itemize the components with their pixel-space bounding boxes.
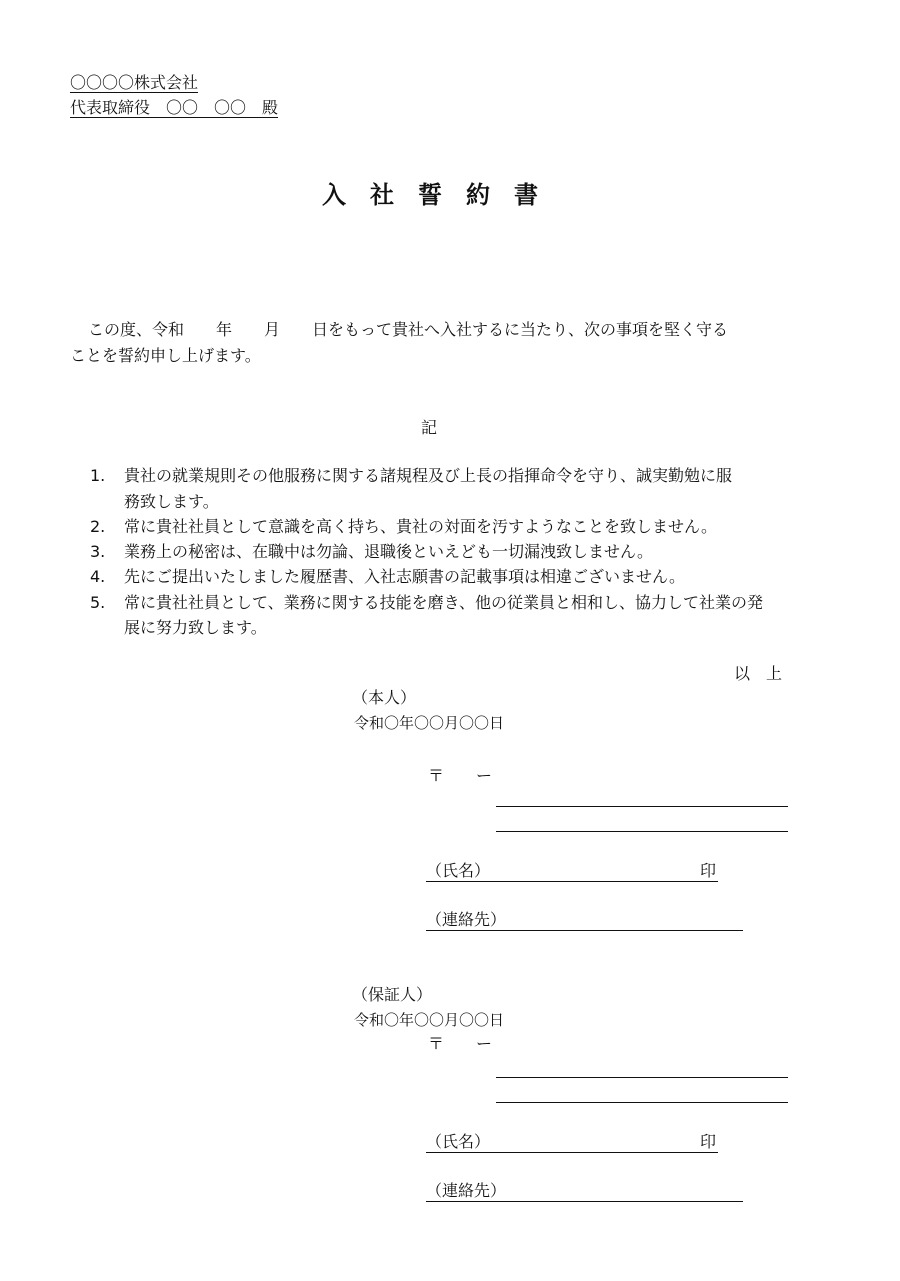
guarantor-heading: （保証人） bbox=[352, 985, 433, 1004]
item-3-line-1: 業務上の秘密は、在職中は勿論、退職後といえども一切漏洩致しません。 bbox=[124, 542, 653, 561]
self-contact-label: （連絡先） bbox=[426, 910, 507, 929]
item-1-line-2: 務致します。 bbox=[124, 492, 219, 511]
guarantor-date: 令和〇年〇〇月〇〇日 bbox=[354, 1011, 505, 1029]
self-heading: （本人） bbox=[352, 688, 417, 707]
self-contact-line bbox=[426, 930, 743, 931]
ki-heading: 記 bbox=[421, 418, 438, 437]
intro-line-1: この度、令和 年 月 日をもって貴社へ入社するに当たり、次の事項を堅く守る bbox=[88, 320, 729, 339]
guarantor-seal: 印 bbox=[700, 1132, 717, 1151]
self-seal: 印 bbox=[700, 861, 717, 880]
item-1-line-1: 貴社の就業規則その他服務に関する諸規程及び上長の指揮命令を守り、誠実勤勉に服 bbox=[124, 466, 733, 485]
self-date: 令和〇年〇〇月〇〇日 bbox=[354, 714, 505, 732]
guarantor-name-label: （氏名） bbox=[426, 1132, 491, 1151]
item-1-number: 1. bbox=[90, 466, 106, 485]
addressee-representative: 代表取締役 〇〇 〇〇 殿 bbox=[70, 98, 279, 117]
guarantor-contact-line bbox=[426, 1201, 743, 1202]
item-4-number: 4. bbox=[90, 567, 106, 586]
item-5-line-1: 常に貴社社員として、業務に関する技能を磨き、他の従業員と相和し、協力して社業の発 bbox=[124, 593, 764, 612]
closing-text: 以 上 bbox=[734, 664, 783, 683]
intro-line-2: ことを誓約申し上げます。 bbox=[70, 346, 261, 365]
item-3-number: 3. bbox=[90, 542, 106, 561]
self-name-line bbox=[426, 881, 718, 882]
item-2-line-1: 常に貴社社員として意識を高く持ち、貴社の対面を汚すようなことを致しません。 bbox=[124, 517, 717, 536]
guarantor-contact-label: （連絡先） bbox=[426, 1181, 507, 1200]
guarantor-name-line bbox=[426, 1152, 718, 1153]
self-address-line-2 bbox=[496, 831, 788, 832]
self-postal: 〒 ー bbox=[428, 766, 493, 785]
guarantor-postal: 〒 ー bbox=[428, 1034, 493, 1053]
self-name-label: （氏名） bbox=[426, 861, 491, 880]
document-title: 入 社 誓 約 書 bbox=[322, 181, 538, 209]
guarantor-address-line-1 bbox=[496, 1077, 788, 1078]
item-5-number: 5. bbox=[90, 593, 106, 612]
addressee-company: 〇〇〇〇株式会社 bbox=[70, 73, 199, 92]
item-4-line-1: 先にご提出いたしました履歴書、入社志願書の記載事項は相違ございません。 bbox=[124, 567, 685, 586]
self-address-line-1 bbox=[496, 806, 788, 807]
guarantor-address-line-2 bbox=[496, 1102, 788, 1103]
item-2-number: 2. bbox=[90, 517, 106, 536]
item-5-line-2: 展に努力致します。 bbox=[124, 618, 267, 637]
